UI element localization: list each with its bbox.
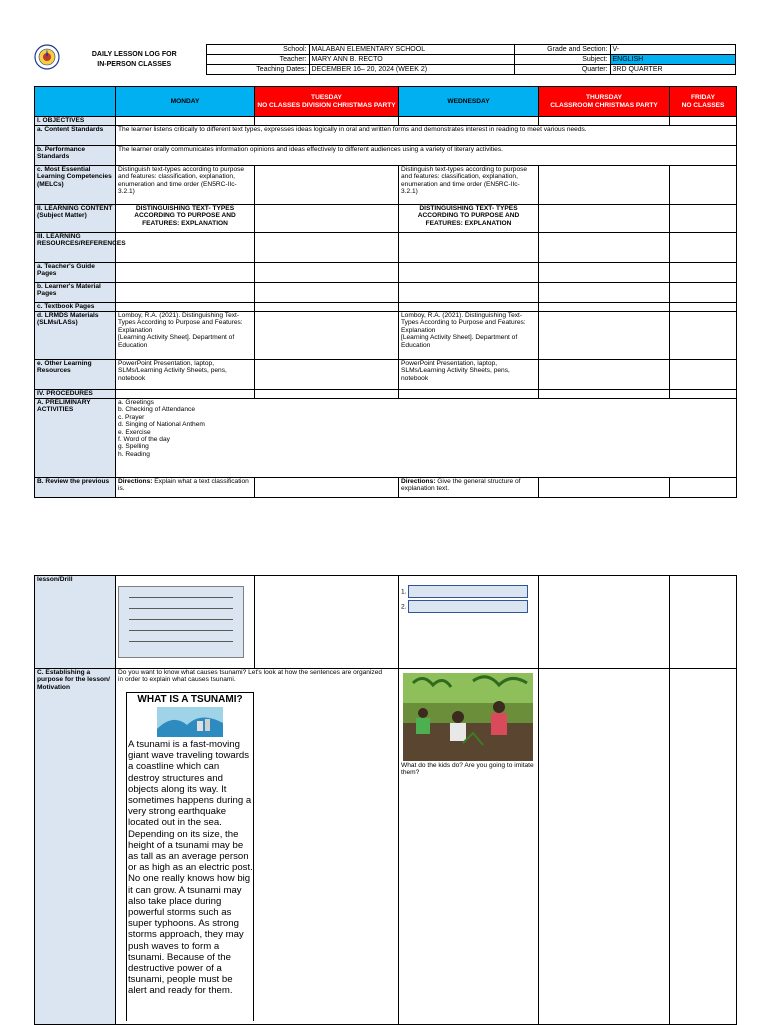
day-tuesday: TUESDAY NO CLASSES DIVISION CHRISTMAS PARTY bbox=[255, 87, 399, 117]
review-lines-box bbox=[118, 586, 244, 658]
school-value: MALABAN ELEMENTARY SCHOOL bbox=[309, 45, 514, 55]
day-thursday: THURSDAY CLASSROOM CHRISTMAS PARTY bbox=[539, 87, 670, 117]
lrmds-label: d. LRMDS Materials (SLMs/LASs) bbox=[35, 312, 116, 360]
log-title: DAILY LESSON LOG FOR IN-PERSON CLASSES bbox=[91, 50, 177, 68]
day-monday: MONDAY bbox=[116, 87, 255, 117]
teachers-guide-label: a. Teacher's Guide Pages bbox=[35, 263, 116, 283]
kids-planting-photo bbox=[403, 673, 533, 761]
quarter-label: Quarter: bbox=[514, 65, 610, 75]
list-item: e. Exercise bbox=[118, 428, 151, 436]
list-item: a. Greetings bbox=[118, 399, 154, 406]
day-wednesday: WEDNESDAY bbox=[399, 87, 539, 117]
tsunami-body: A tsunami is a fast-moving giant wave traveling towards a coastline which can destroy structures and objects along its way. It sometimes happens during a very strong earthquake located out in the sea. Depending on its size, the height of a tsunami may be as tall as an average person or as high as an electric post. No one really knows how big it can grow. A tsunami may also take place during powerful storms such as super typhoons. As strong storms approach, they may push waves to form a tsunami. Because of the destructive power of a tsunami, people must be alert and ready for them. bbox=[128, 739, 253, 997]
list-item: f. Word of the day bbox=[118, 436, 170, 444]
performance-standards-label: b. Performance Standards bbox=[35, 146, 116, 166]
grade-label: Grade and Section: bbox=[514, 45, 610, 55]
other-resources-wednesday: PowerPoint Presentation, laptop, SLMs/Learning Activity Sheets, pens, notebook bbox=[399, 360, 539, 390]
content-standards-label: a. Content Standards bbox=[35, 126, 116, 146]
textbook-label: c. Textbook Pages bbox=[35, 303, 116, 312]
tsunami-passage bbox=[126, 692, 254, 1021]
subject-value: ENGLISH bbox=[610, 55, 735, 65]
teacher-label: Teacher: bbox=[206, 55, 309, 65]
review-label: B. Review the previous bbox=[35, 478, 116, 498]
list-item: b. Checking of Attendance bbox=[118, 406, 195, 414]
other-resources-label: e. Other Learning Resources bbox=[35, 360, 116, 390]
content-standards-text: The learner listens critically to different text types, expresses ideas logically in oral and written forms and demonstrates interest in reading to meet various needs. bbox=[116, 126, 737, 146]
list-item: g. Spelling bbox=[118, 443, 149, 451]
header-table bbox=[23, 44, 736, 75]
learners-material-label: b. Learner's Material Pages bbox=[35, 283, 116, 303]
objectives-heading: I. OBJECTIVES bbox=[35, 117, 116, 126]
learning-content-wednesday: DISTINGUISHING TEXT- TYPES ACCORDING TO PURPOSE AND FEATURES: EXPLANATION bbox=[399, 205, 539, 233]
procedures-heading: IV. PROCEDURES bbox=[35, 390, 116, 399]
photo-question: What do the kids do? Are you going to imitate them? bbox=[401, 762, 534, 777]
preliminary-label: A. PRELIMINARY ACTIVITIES bbox=[35, 399, 116, 478]
list-item: d. Singing of National Anthem bbox=[118, 421, 205, 429]
list-item: c. Prayer bbox=[118, 413, 145, 421]
learning-content-monday: DISTINGUISHING TEXT- TYPES ACCORDING TO PURPOSE AND FEATURES: EXPLANATION bbox=[116, 205, 255, 233]
dates-value: DECEMBER 16– 20, 2024 (WEEK 2) bbox=[309, 65, 514, 75]
preliminary-list bbox=[116, 399, 737, 478]
lesson-log-table bbox=[34, 86, 737, 498]
lrmds-monday: Lomboy, R.A. (2021). Distinguishing Text- Types According to Purpose and Features: Explanation [Learning Activity Sheet]. Department of Education bbox=[116, 312, 255, 360]
tsunami-title: WHAT IS A TSUNAMI? bbox=[137, 694, 243, 705]
tsunami-illustration bbox=[157, 707, 223, 737]
melc-monday: Distinguish text-types according to purpose and features: classification, explanation, enumeration and time order (EN5RC-IIc-3.2.1) bbox=[116, 166, 255, 205]
other-resources-monday: PowerPoint Presentation, laptop, SLMs/Learning Activity Sheets, pens, notebook bbox=[116, 360, 255, 390]
teacher-value: MARY ANN B. RECTO bbox=[309, 55, 514, 65]
learning-content-label: II. LEARNING CONTENT (Subject Matter) bbox=[35, 205, 116, 233]
review-monday: Directions: Explain what a text classification is. bbox=[116, 478, 255, 498]
list-item: h. Reading bbox=[118, 450, 150, 458]
review-label-continued: lesson/Drill bbox=[35, 576, 116, 669]
quarter-value: 3RD QUARTER bbox=[610, 65, 735, 75]
subject-label: Subject: bbox=[514, 55, 610, 65]
performance-standards-text: The learner orally communicates information opinions and ideas effectively to different audiences using a variety of literary activities. bbox=[116, 146, 737, 166]
purpose-wednesday bbox=[399, 669, 539, 1025]
lrmds-wednesday: Lomboy, R.A. (2021). Distinguishing Text- Types According to Purpose and Features: Explanation [Learning Activity Sheet]. Department of Education bbox=[399, 312, 539, 360]
dates-label: Teaching Dates: bbox=[206, 65, 309, 75]
review-answers-wednesday: 1. 2. bbox=[399, 576, 539, 669]
school-label: School: bbox=[206, 45, 309, 55]
day-friday: FRIDAY NO CLASSES bbox=[670, 87, 737, 117]
purpose-label: C. Establishing a purpose for the lesson/ Motivation bbox=[35, 669, 116, 1025]
melc-label: c. Most Essential Learning Competencies (MELCs) bbox=[35, 166, 116, 205]
review-wednesday: Directions: Give the general structure of explanation text. bbox=[399, 478, 539, 498]
answer-box-2 bbox=[408, 600, 528, 613]
melc-wednesday: Distinguish text-types according to purpose and features: classification, explanation, enumeration and time order (EN5RC-IIc-3.2.1) bbox=[399, 166, 539, 205]
grade-value: V- bbox=[610, 45, 735, 55]
purpose-monday: Do you want to know what causes tsunami? Let's look at how the sentences are organized in order to explain what causes tsunami. bbox=[116, 669, 399, 1025]
resources-label: III. LEARNING RESOURCES/REFERENCES bbox=[35, 233, 116, 263]
answer-box-1 bbox=[408, 585, 528, 598]
